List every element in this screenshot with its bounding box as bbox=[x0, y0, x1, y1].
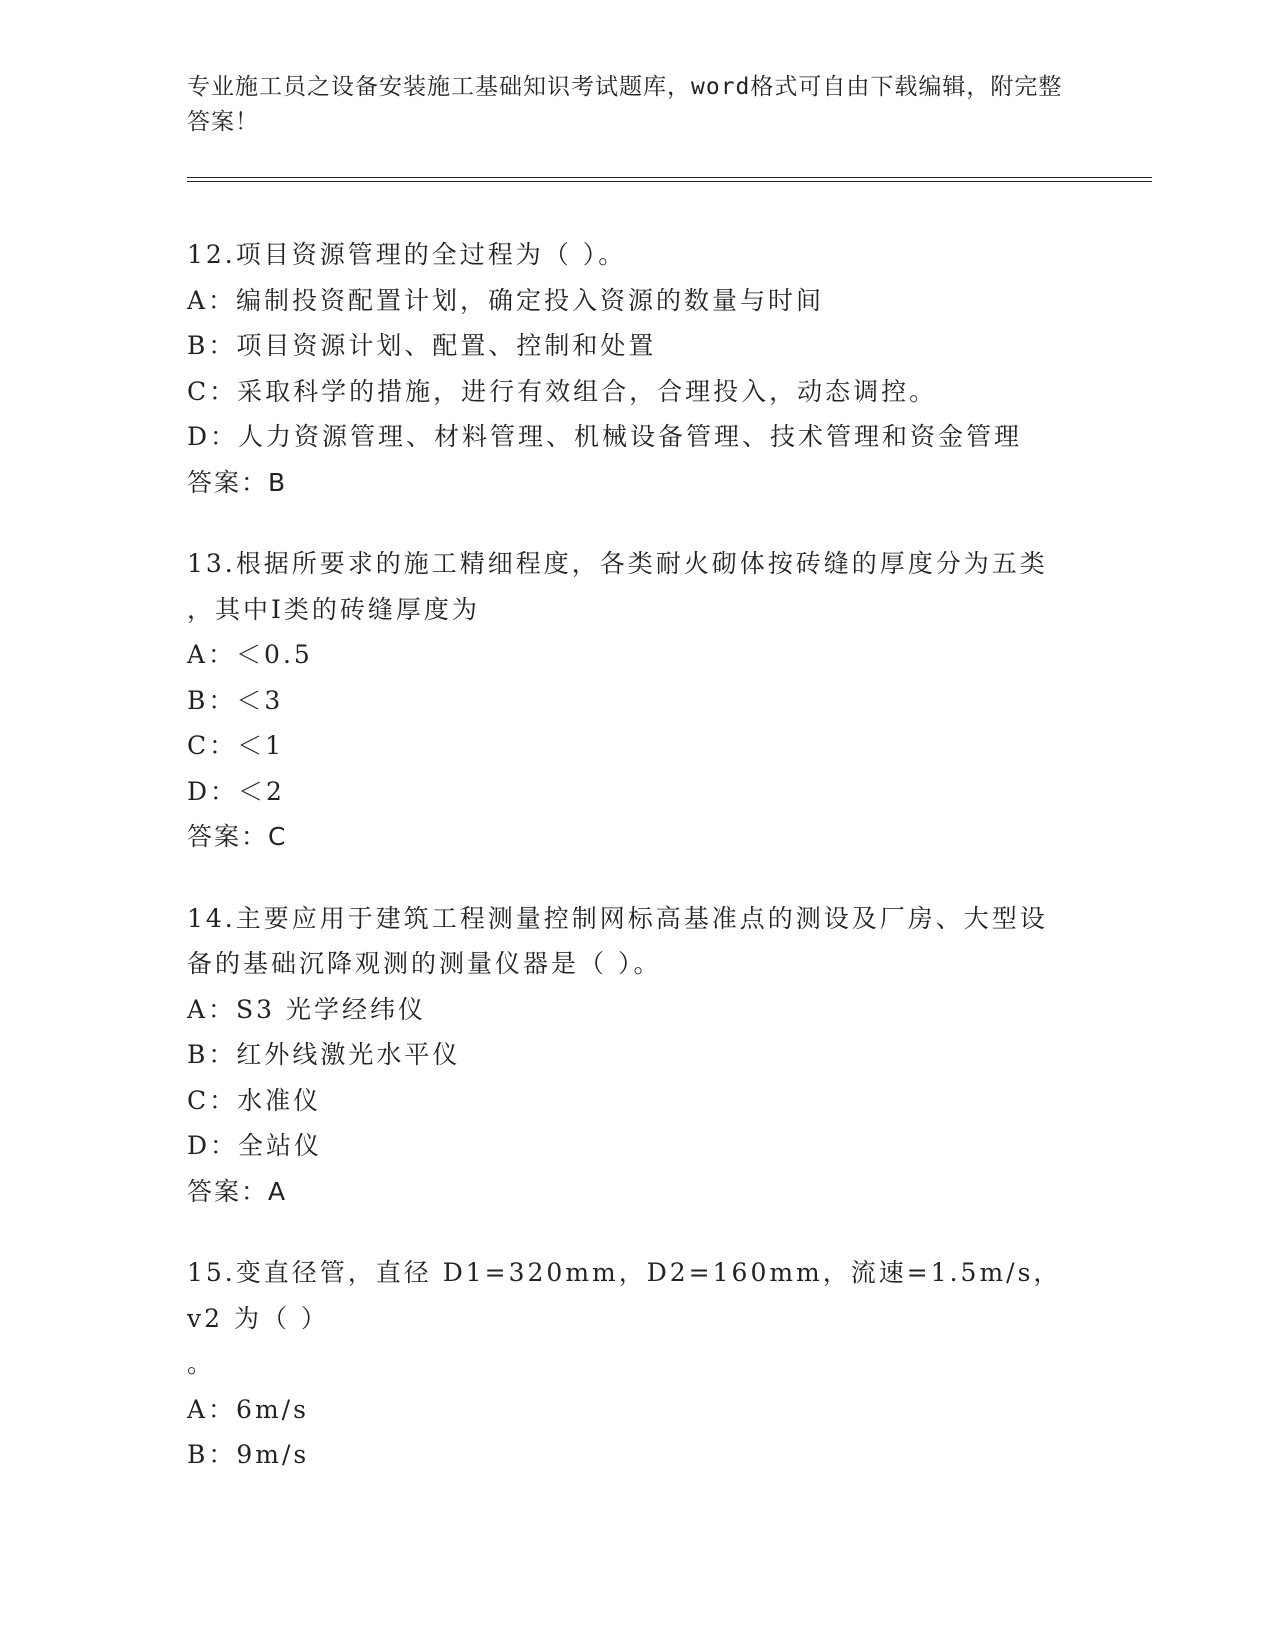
option-d: D：全站仪 bbox=[187, 1131, 323, 1160]
option-b: B：红外线激光水平仪 bbox=[187, 1040, 461, 1069]
option-a: A：编制投资配置计划，确定投入资源的数量与时间 bbox=[187, 285, 825, 315]
question-stem: 12.项目资源管理的全过程为（ ）。 bbox=[187, 240, 627, 269]
question-13 bbox=[187, 541, 1087, 860]
document-header: 专业施工员之设备安装施工基础知识考试题库，word格式可自由下载编辑，附完整答案！ bbox=[187, 74, 1063, 135]
option-c: C：采取科学的措施，进行有效组合，合理投入，动态调控。 bbox=[187, 376, 938, 406]
header-divider-bottom bbox=[187, 181, 1152, 182]
document-page bbox=[187, 70, 1147, 140]
question-stem-line-1: 15.变直径管，直径 D1=320mm，D2=160mm，流速=1.5m/s，v2 为（ ） bbox=[187, 1258, 1062, 1333]
question-stem-line-1: 14.主要应用于建筑工程测量控制网标高基准点的测设及厂房、大型设 bbox=[187, 903, 1048, 933]
question-stem-line-2: 备的基础沉降观测的测量仪器是（ ）。 bbox=[187, 949, 662, 978]
question-14 bbox=[187, 896, 1087, 1215]
answer-label: 答案：A bbox=[187, 1176, 288, 1206]
option-d: D：＜2 bbox=[187, 776, 285, 806]
question-stem-line-1: 13.根据所要求的施工精细程度，各类耐火砌体按砖缝的厚度分为五类 bbox=[187, 549, 1048, 578]
option-c: C：＜1 bbox=[187, 731, 285, 760]
question-stem-line-2: 。 bbox=[187, 1349, 216, 1378]
option-b: B：＜3 bbox=[187, 685, 284, 715]
option-c: C：水准仪 bbox=[187, 1085, 322, 1115]
question-15 bbox=[187, 1250, 1087, 1478]
option-a: A：S3 光学经纬仪 bbox=[187, 994, 427, 1024]
option-d: D：人力资源管理、材料管理、机械设备管理、技术管理和资金管理 bbox=[187, 422, 1023, 451]
option-b: B：项目资源计划、配置、控制和处置 bbox=[187, 331, 657, 360]
answer-label: 答案：B bbox=[187, 467, 288, 497]
question-stem-line-2: ，其中Ⅰ类的砖缝厚度为 bbox=[187, 594, 480, 624]
question-12 bbox=[187, 232, 1087, 505]
question-list bbox=[187, 232, 1087, 1514]
answer-label: 答案：C bbox=[187, 822, 288, 851]
option-b: B：9m/s bbox=[187, 1440, 310, 1469]
option-a: A：＜0.5 bbox=[187, 640, 313, 669]
option-a: A：6m/s bbox=[187, 1394, 309, 1424]
header-divider-top bbox=[187, 177, 1152, 178]
